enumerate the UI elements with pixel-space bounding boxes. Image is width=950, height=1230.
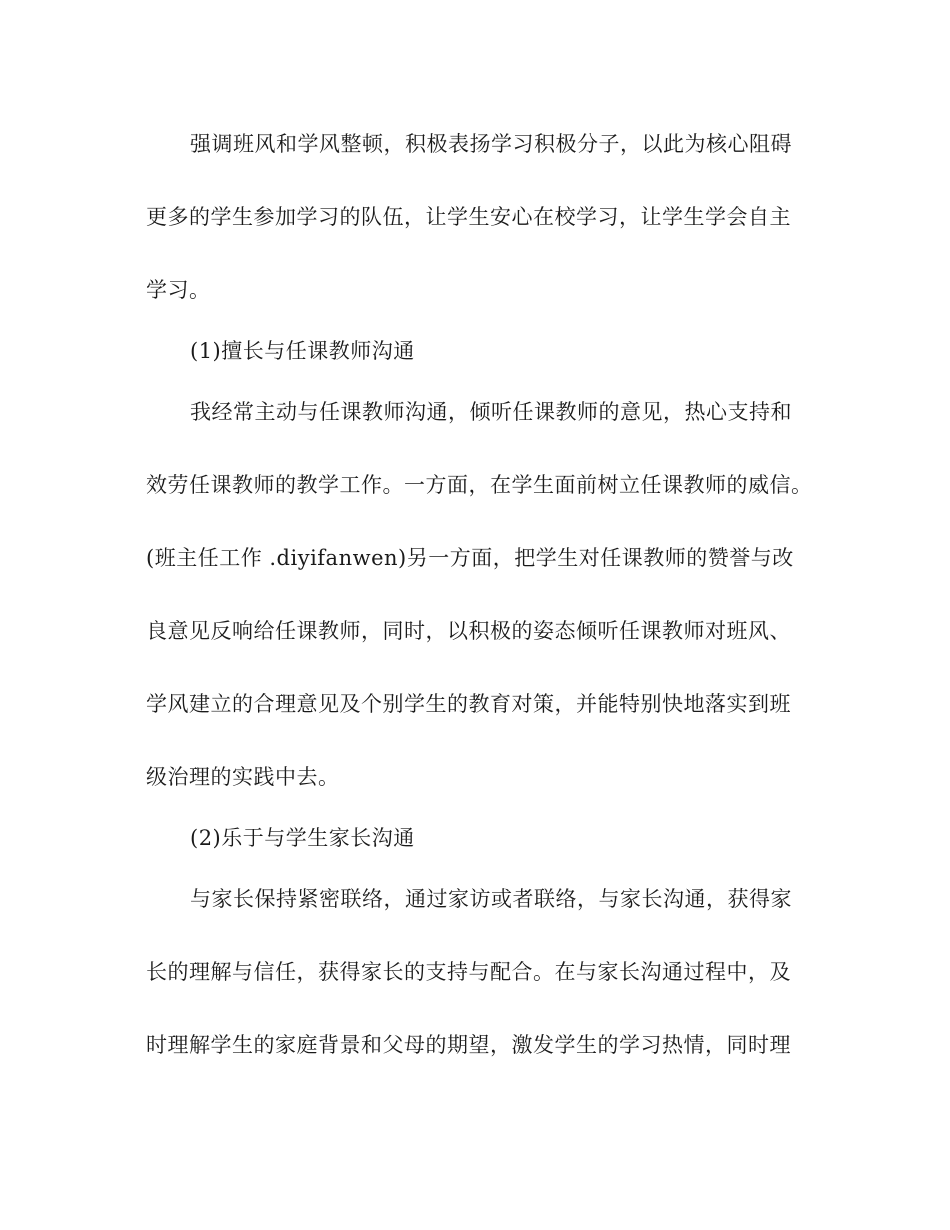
paragraph-line: 级治理的实践中去。 bbox=[146, 765, 340, 789]
paragraph-line: 学习。 bbox=[146, 278, 211, 302]
section-heading-1: (1)擅长与任课教师沟通 bbox=[190, 339, 415, 363]
paragraph-line: 效劳任课教师的教学工作。一方面，在学生面前树立任课教师的威信。 bbox=[146, 473, 813, 497]
paragraph-line: (班主任工作 .diyifanwen)另一方面，把学生对任课教师的赞誉与改 bbox=[146, 546, 794, 570]
paragraph-line: 长的理解与信任，获得家长的支持与配合。在与家长沟通过程中，及 bbox=[146, 960, 791, 984]
paragraph-line: 与家长保持紧密联络，通过家访或者联络，与家长沟通，获得家 bbox=[190, 887, 792, 911]
paragraph-line: 学风建立的合理意见及个别学生的教育对策，并能特别快地落实到班 bbox=[146, 692, 791, 716]
paragraph-line: 我经常主动与任课教师沟通，倾听任课教师的意见，热心支持和 bbox=[190, 400, 792, 424]
paragraph-line: 时理解学生的家庭背景和父母的期望，激发学生的学习热情，同时理 bbox=[146, 1033, 791, 1057]
paragraph-line: 良意见反响给任课教师，同时，以积极的姿态倾听任课教师对班风、 bbox=[146, 619, 791, 643]
paragraph-line: 更多的学生参加学习的队伍，让学生安心在校学习，让学生学会自主 bbox=[146, 205, 791, 229]
section-heading-2: (2)乐于与学生家长沟通 bbox=[190, 826, 415, 850]
paragraph-line: 强调班风和学风整顿，积极表扬学习积极分子，以此为核心阻碍 bbox=[190, 132, 792, 156]
